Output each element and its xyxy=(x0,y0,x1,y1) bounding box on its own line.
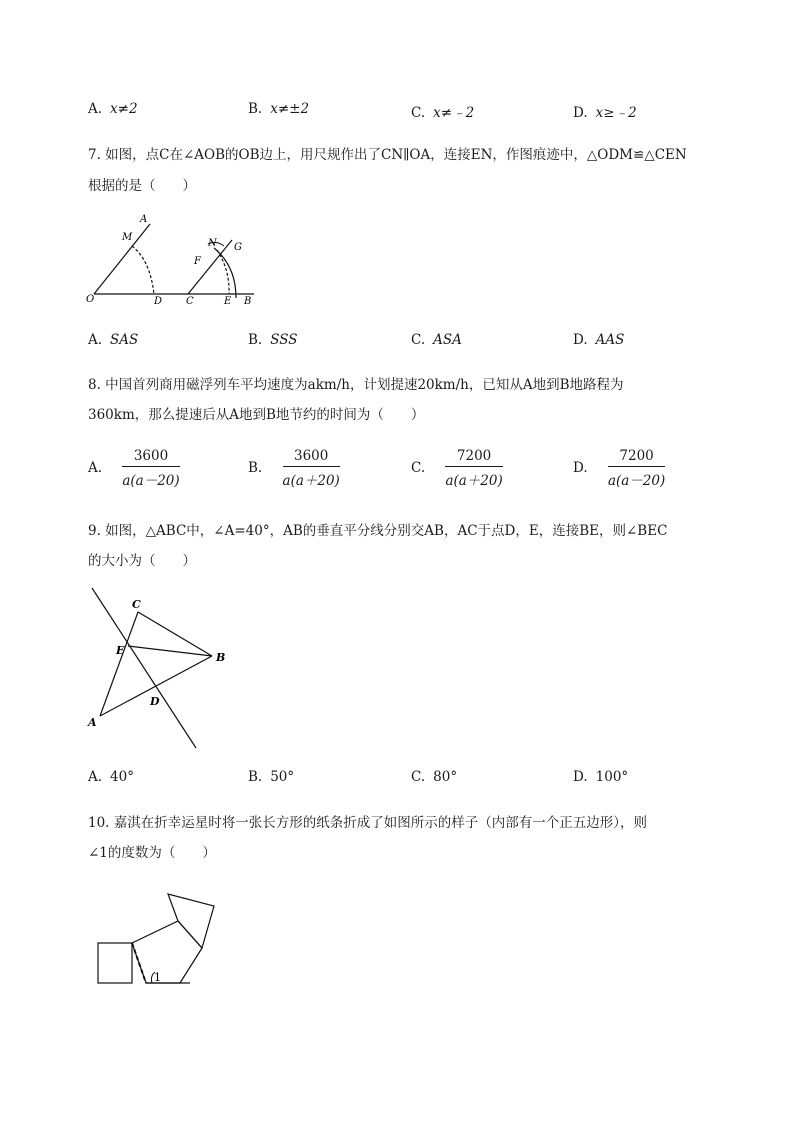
q7-option-a[interactable]: A. SAS xyxy=(88,332,139,348)
q8-fraction-d: $\frac{7200}{a(a-20)}$ xyxy=(607,448,666,489)
q9-label-e: E xyxy=(116,644,125,657)
q9-option-c[interactable]: C. 80° xyxy=(411,769,458,785)
q7-stem-line2: 根据的是（ ） xyxy=(88,178,196,194)
q7-label-e: E xyxy=(224,296,232,307)
q9-label-b: B xyxy=(216,651,226,664)
q7-label-c: C xyxy=(186,296,194,307)
q9-option-a[interactable]: A. 40° xyxy=(88,769,134,785)
q10-angle-label: 1 xyxy=(154,971,161,984)
q7-arc-md xyxy=(132,246,154,294)
q10-stem-line1: 10. 嘉淇在折幸运星时将一张长方形的纸条折成了如图所示的样子（内部有一个正五边形），则 xyxy=(88,815,648,831)
q9-stem-line1: 9. 如图，△ABC中，∠A=40°，AB的垂直平分线分别交AB，AC于点D，E，连接BE，则∠BEC xyxy=(88,523,668,539)
q8-fraction-b: $\frac{3600}{a(a+20)}$ xyxy=(282,448,340,489)
q8-option-a[interactable]: A. $\frac{3600}{a(a-20)}$ xyxy=(88,448,180,489)
q7-option-c[interactable]: C. ASA xyxy=(411,332,462,348)
q10-figure xyxy=(94,888,224,992)
q8-stem-line1: 8. 中国首列商用磁浮列车平均速度为akm/h，计划提速20km/h，已知从A地到B地路程为 xyxy=(88,377,624,393)
q9-option-b[interactable]: B. 50° xyxy=(248,769,295,785)
q9-segment-be xyxy=(128,646,212,656)
q9-stem-line2: 的大小为（ ） xyxy=(88,553,196,569)
q7-option-b[interactable]: B. SSS xyxy=(248,332,298,348)
q6-options xyxy=(88,101,708,125)
q8-option-d[interactable]: D. $\frac{7200}{a(a-20)}$ xyxy=(573,448,666,489)
q8-fraction-a: $\frac{3600}{a(a-20)}$ xyxy=(122,448,180,489)
q6-option-d[interactable]: D. x≥﹣2 xyxy=(573,105,637,121)
q7-label-n: N xyxy=(208,238,217,249)
q8-stem-line2: 360km，那么提速后从A地到B地节约的时间为（ ） xyxy=(88,407,425,423)
q7-figure xyxy=(84,210,264,310)
q9-perp-bisector xyxy=(92,588,196,748)
q10-pentagon xyxy=(132,921,202,983)
q6-option-a[interactable]: A. x≠2 xyxy=(88,101,138,117)
q10-top-strip xyxy=(168,894,214,948)
q7-stem-line1: 7. 如图，点C在∠AOB的OB边上，用尺规作出了CN∥OA，连接EN，作图痕迹中，△ODM≌△CEN xyxy=(88,147,687,163)
q6-option-b[interactable]: B. x≠±2 xyxy=(248,101,310,117)
q9-side-ca xyxy=(100,612,138,716)
q9-side-cb xyxy=(138,612,212,656)
q10-left-strip xyxy=(98,943,132,983)
q7-label-d: D xyxy=(154,296,163,307)
q7-label-f: F xyxy=(194,256,201,267)
q7-arc-ne xyxy=(214,248,236,298)
q8-options xyxy=(88,448,708,492)
q7-label-b: B xyxy=(244,296,252,307)
q7-label-m: M xyxy=(122,232,133,243)
q9-label-c: C xyxy=(132,598,141,611)
q7-label-g: G xyxy=(234,242,242,253)
q6-option-c[interactable]: C. x≠﹣2 xyxy=(411,105,475,121)
q9-options xyxy=(88,769,708,793)
q9-figure xyxy=(84,584,234,754)
q8-option-c[interactable]: C. $\frac{7200}{a(a+20)}$ xyxy=(411,448,503,489)
q9-label-d: D xyxy=(150,695,160,708)
q7-options xyxy=(88,332,708,356)
q8-option-b[interactable]: B. $\frac{3600}{a(a+20)}$ xyxy=(248,448,340,489)
q8-fraction-c: $\frac{7200}{a(a+20)}$ xyxy=(445,448,503,489)
q10-stem-line2: ∠1的度数为（ ） xyxy=(88,845,216,861)
q7-label-o: O xyxy=(86,294,95,305)
q9-option-d[interactable]: D. 100° xyxy=(573,769,629,785)
q9-label-a: A xyxy=(88,716,97,729)
q7-option-d[interactable]: D. AAS xyxy=(573,332,625,348)
q7-label-a: A xyxy=(140,214,148,225)
